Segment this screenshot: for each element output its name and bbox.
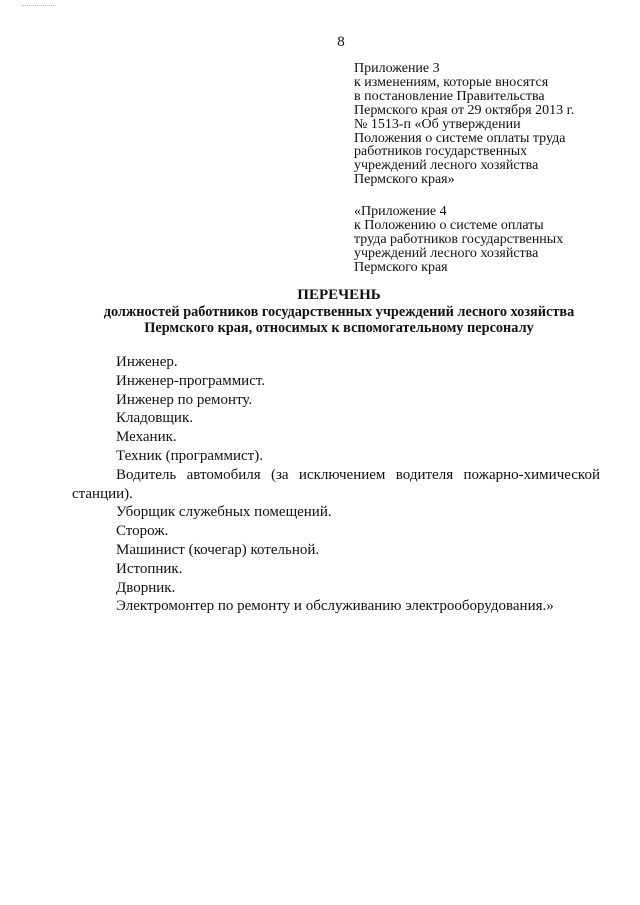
document-subtitle — [86, 305, 592, 336]
appendix-4-block — [354, 205, 624, 275]
appendix-4-line: Пермского края — [354, 259, 448, 275]
appendix-3-line: № 1513-п «Об утверждении — [354, 116, 521, 132]
position-item: Механик. — [116, 429, 177, 446]
position-item: Инженер-программист. — [116, 372, 266, 389]
position-item: Дворник. — [116, 579, 176, 596]
position-item: Водитель автомобиля (за исключением водителя пожарно-химической станции). — [72, 466, 600, 502]
page-number: 8 — [337, 34, 345, 50]
position-item: Кладовщик. — [116, 410, 193, 427]
appendix-3-block — [354, 62, 624, 187]
position-item: Инженер. — [116, 354, 178, 370]
appendix-4-line: труда работников государственных — [354, 231, 564, 247]
positions-list — [72, 353, 600, 616]
scan-edge-mark — [22, 0, 56, 6]
subtitle-line: Пермского края, относимых к вспомогательному персоналу — [144, 319, 534, 336]
appendix-3-line: работников государственных — [354, 144, 528, 160]
subtitle-line: должностей работников государственных учреждений лесного хозяйства — [103, 304, 575, 320]
position-item: Инженер по ремонту. — [116, 391, 253, 408]
position-item: Сторож. — [116, 523, 169, 540]
appendix-3-line: Пермского края от 29 октября 2013 г. — [354, 102, 575, 118]
position-item: Уборщик служебных помещений. — [116, 504, 332, 521]
document-title: ПЕРЕЧЕНЬ — [297, 287, 381, 303]
appendix-3-line: Пермского края» — [354, 172, 455, 188]
appendix-3-line: Приложение 3 — [354, 61, 440, 76]
position-item: Машинист (кочегар) котельной. — [116, 541, 320, 558]
appendix-3-line: к изменениям, которые вносятся — [354, 74, 549, 90]
position-item: Техник (программист). — [116, 447, 263, 464]
appendix-4-line: «Приложение 4 — [354, 204, 447, 219]
appendix-4-line: к Положению о системе оплаты — [354, 217, 544, 233]
appendix-3-line: Положения о системе оплаты труда — [354, 130, 566, 146]
position-item: Электромонтер по ремонту и обслуживанию электрооборудования.» — [116, 598, 554, 615]
position-item: Истопник. — [116, 560, 183, 577]
appendix-3-line: учреждений лесного хозяйства — [354, 158, 539, 174]
appendix-4-line: учреждений лесного хозяйства — [354, 245, 539, 261]
appendix-3-line: в постановление Правительства — [354, 88, 545, 104]
